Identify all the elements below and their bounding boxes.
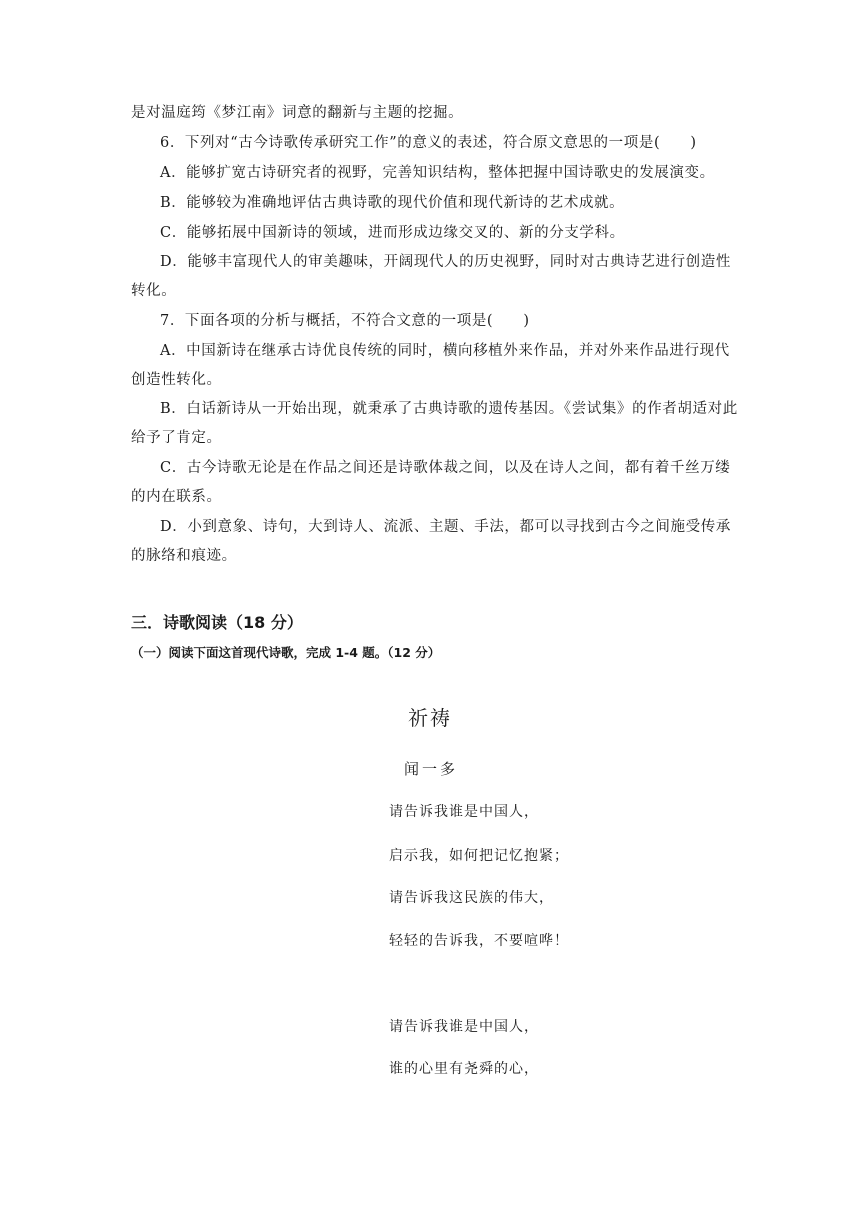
- question-6-option-b: B．能够较为准确地评估古典诗歌的现代价值和现代新诗的艺术成就。: [160, 195, 625, 211]
- poem-title: 祈祷: [408, 706, 452, 730]
- passage-tail: 是对温庭筠《梦江南》词意的翻新与主题的挖掘。: [131, 105, 464, 121]
- question-6-option-d-cont: 转化。: [131, 283, 177, 299]
- question-6-option-a: A．能够扩宽古诗研究者的视野，完善知识结构，整体把握中国诗歌史的发展演变。: [160, 165, 715, 181]
- poem-line: 启示我，如何把记忆抱紧；: [389, 848, 569, 864]
- question-7-option-d-cont: 的脉络和痕迹。: [131, 548, 237, 564]
- section-subheading: （一）阅读下面这首现代诗歌，完成 1-4 题。（12 分）: [131, 645, 441, 660]
- question-7-option-c-cont: 的内在联系。: [131, 489, 222, 505]
- question-7-option-d: D．小到意象、诗句，大到诗人、流派、主题、手法，都可以寻找到古今之间施受传承: [160, 519, 731, 535]
- question-6-stem: 6．下列对“古今诗歌传承研究工作”的意义的表述，符合原文意思的一项是( ): [160, 135, 697, 151]
- poem-line: 谁的心里有尧舜的心，: [389, 1061, 539, 1077]
- question-7-option-b-cont: 给予了肯定。: [131, 430, 222, 446]
- section-heading: 三．诗歌阅读（18 分）: [131, 613, 303, 632]
- question-6-option-d: D．能够丰富现代人的审美趣味，开阔现代人的历史视野，同时对古典诗艺进行创造性: [160, 254, 731, 270]
- question-7-option-c: C．古今诗歌无论是在作品之间还是诗歌体裁之间，以及在诗人之间，都有着千丝万缕: [160, 460, 731, 476]
- poem-author: 闻一多: [404, 760, 459, 778]
- poem-line: 请告诉我这民族的伟大，: [389, 890, 554, 906]
- question-7-option-a-cont: 创造性转化。: [131, 372, 222, 388]
- question-7-option-a: A．中国新诗在继承古诗优良传统的同时，横向移植外来作品，并对外来作品进行现代: [160, 343, 730, 359]
- poem-line: 轻轻的告诉我，不要喧哗！: [389, 933, 569, 949]
- question-7-option-b: B．白话新诗从一开始出现，就秉承了古典诗歌的遗传基因。《尝试集》的作者胡适对此: [160, 401, 738, 417]
- question-7-stem: 7．下面各项的分析与概括，不符合文意的一项是( ): [160, 313, 530, 329]
- poem-line: 请告诉我谁是中国人，: [389, 804, 539, 820]
- poem-line: 请告诉我谁是中国人，: [389, 1019, 539, 1035]
- question-6-option-c: C．能够拓展中国新诗的领域，进而形成边缘交叉的、新的分支学科。: [160, 225, 625, 241]
